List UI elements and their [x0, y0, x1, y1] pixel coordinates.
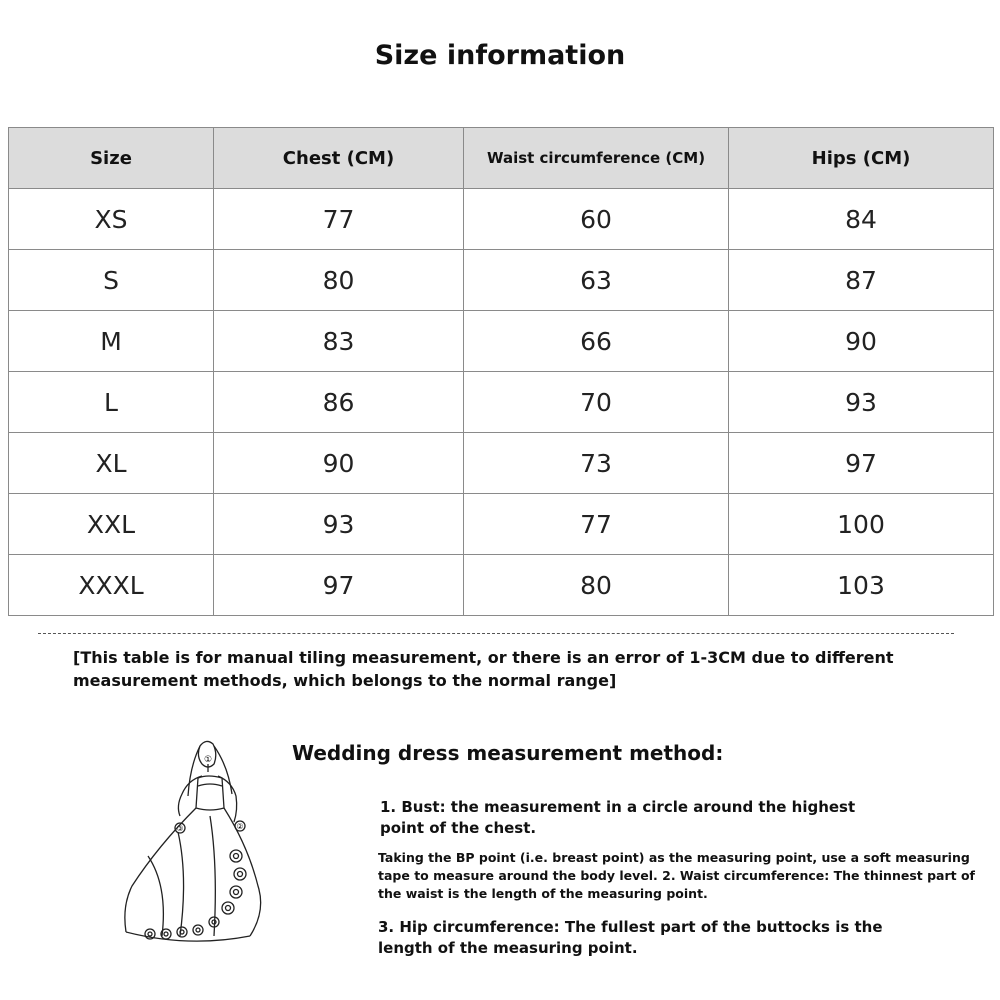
- marker-2: ②: [236, 822, 244, 831]
- cell-chest: 86: [214, 372, 464, 433]
- cell-hips: 84: [729, 189, 994, 250]
- cell-waist: 77: [464, 494, 729, 555]
- header-chest: Chest (CM): [214, 128, 464, 189]
- table-row: [9, 311, 994, 372]
- cell-waist: 73: [464, 433, 729, 494]
- hip-instruction: 3. Hip circumference: The fullest part of the buttocks is the length of the measuring point.: [378, 918, 883, 957]
- cell-size: XL: [9, 433, 214, 494]
- header-hips: Hips (CM): [729, 128, 994, 189]
- measurement-note: [This table is for manual tiling measurement, or there is an error of 1-3CM due to different measurement methods, which belongs to the normal range]: [73, 648, 894, 690]
- table-row: [9, 555, 994, 616]
- cell-size: XXXL: [9, 555, 214, 616]
- wedding-dress-illustration: [118, 736, 278, 956]
- cell-size: XS: [9, 189, 214, 250]
- page-title: Size information: [374, 40, 626, 71]
- cell-waist: 63: [464, 250, 729, 311]
- cell-chest: 83: [214, 311, 464, 372]
- table-row: [9, 250, 994, 311]
- marker-1: ①: [203, 755, 213, 765]
- bp-waist-instruction: Taking the BP point (i.e. breast point) as the measuring point, use a soft measuring tape to measure around the body level. 2. Waist circumference: The thinnest part of the waist is the length of the measuring point.: [378, 850, 975, 901]
- cell-hips: 97: [729, 433, 994, 494]
- table-row: [9, 372, 994, 433]
- method-title: Wedding dress measurement method:: [292, 741, 724, 765]
- cell-chest: 80: [214, 250, 464, 311]
- cell-hips: 100: [729, 494, 994, 555]
- cell-size: S: [9, 250, 214, 311]
- cell-waist: 60: [464, 189, 729, 250]
- cell-waist: 70: [464, 372, 729, 433]
- cell-size: L: [9, 372, 214, 433]
- header-size: Size: [9, 128, 214, 189]
- cell-hips: 93: [729, 372, 994, 433]
- cell-chest: 77: [214, 189, 464, 250]
- dashed-divider: [38, 633, 954, 634]
- cell-size: XXL: [9, 494, 214, 555]
- cell-hips: 87: [729, 250, 994, 311]
- cell-waist: 66: [464, 311, 729, 372]
- table-row: [9, 494, 994, 555]
- table-row: [9, 189, 994, 250]
- bust-instruction: 1. Bust: the measurement in a circle around the highest point of the chest.: [380, 798, 856, 837]
- cell-chest: 90: [214, 433, 464, 494]
- header-waist: Waist circumference (CM): [464, 128, 729, 189]
- cell-hips: 90: [729, 311, 994, 372]
- table-row: [9, 433, 994, 494]
- cell-chest: 97: [214, 555, 464, 616]
- cell-waist: 80: [464, 555, 729, 616]
- cell-size: M: [9, 311, 214, 372]
- table-header-row: [9, 128, 994, 189]
- cell-hips: 103: [729, 555, 994, 616]
- size-table: [8, 127, 994, 616]
- marker-3: ③: [176, 824, 184, 833]
- cell-chest: 93: [214, 494, 464, 555]
